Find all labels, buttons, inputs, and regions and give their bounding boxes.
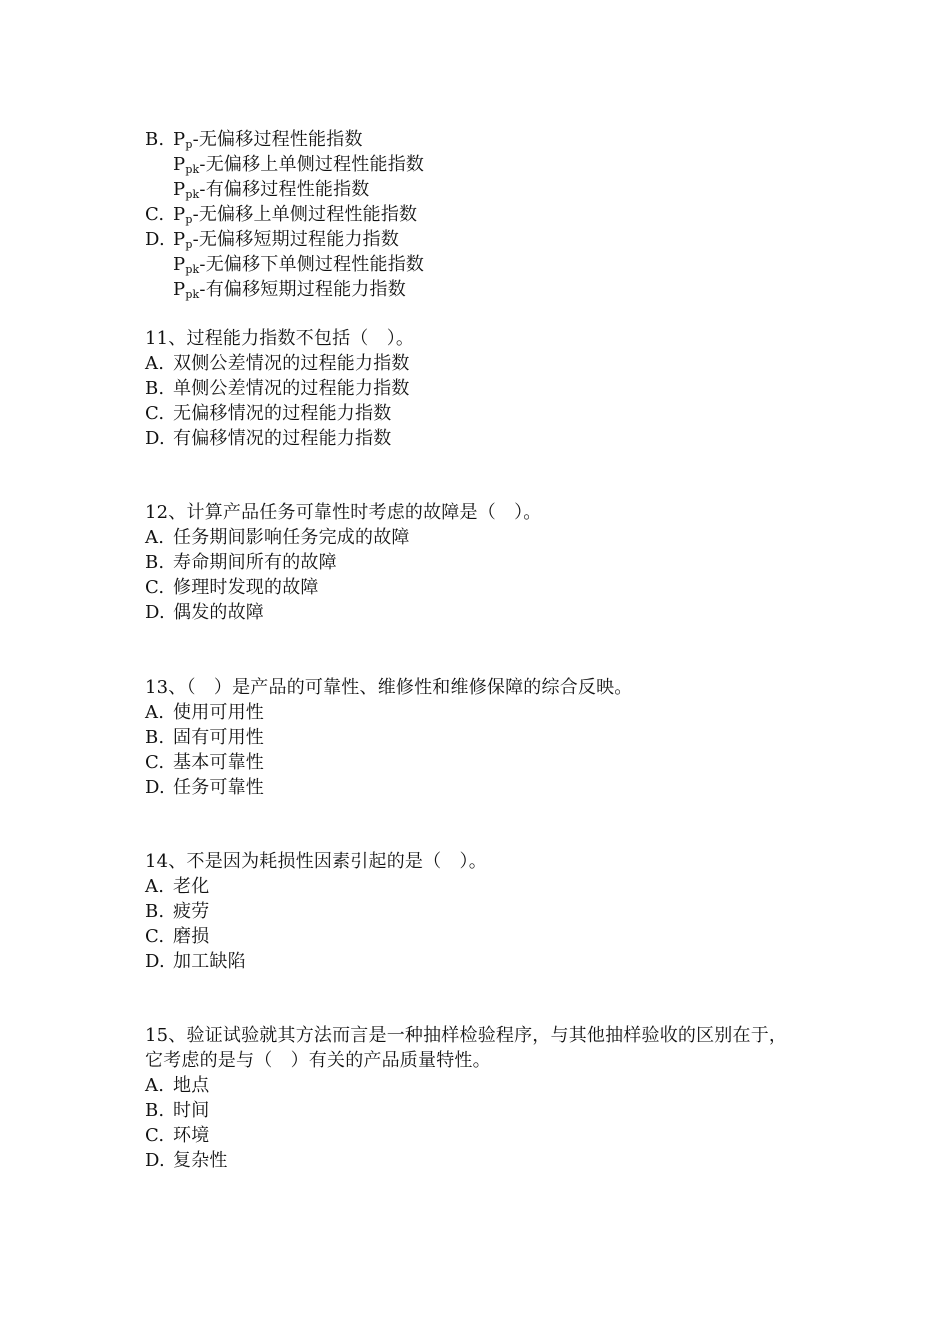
option-letter: C.: [145, 204, 165, 225]
symbol-subscript: pk: [185, 288, 200, 301]
option-a: [145, 351, 410, 376]
option-a: [145, 874, 209, 899]
option-text: -无偏移下单侧过程性能指数: [199, 254, 425, 275]
option-text: 偶发的故障: [173, 602, 264, 623]
option-letter: D.: [145, 229, 165, 250]
option-letter: C.: [145, 403, 165, 424]
option-text: 固有可用性: [173, 727, 264, 748]
option-letter: A.: [145, 1075, 165, 1096]
option-letter: B.: [145, 901, 165, 922]
option-text: 加工缺陷: [173, 951, 246, 972]
option-text: 修理时发现的故障: [173, 577, 319, 598]
option-d: [145, 1148, 228, 1173]
option-b: [145, 127, 363, 152]
option-b: [145, 550, 337, 575]
option-text: 使用可用性: [173, 702, 264, 723]
option-text: 无偏移情况的过程能力指数: [173, 403, 392, 424]
option-letter: C.: [145, 926, 165, 947]
option-d: [145, 949, 246, 974]
option-text: 双侧公差情况的过程能力指数: [173, 353, 410, 374]
option-letter: D.: [145, 951, 165, 972]
option-b: [145, 725, 264, 750]
symbol-base: P: [173, 229, 186, 250]
option-text: 地点: [173, 1075, 210, 1096]
question-stem: 13、（ ）是产品的可靠性、维修性和维修保障的综合反映。: [145, 677, 633, 698]
option-text: 复杂性: [173, 1150, 228, 1171]
symbol-subscript: pk: [185, 163, 200, 176]
symbol-subscript: p: [185, 213, 193, 226]
symbol-subscript: pk: [185, 263, 200, 276]
option-b-line-2: [173, 152, 424, 177]
option-letter: B.: [145, 129, 165, 150]
question-stem: 14、不是因为耗损性因素引起的是（ ）。: [145, 851, 487, 872]
option-c: [145, 750, 264, 775]
symbol-base: P: [173, 254, 186, 275]
option-text: 任务可靠性: [173, 777, 264, 798]
option-d-line-2: [173, 252, 424, 277]
symbol-base: P: [173, 129, 186, 150]
option-c: [145, 202, 417, 227]
option-b-line-3: [173, 177, 370, 202]
option-letter: D.: [145, 602, 165, 623]
question-stem: 12、计算产品任务可靠性时考虑的故障是（ ）。: [145, 502, 542, 523]
symbol-base: P: [173, 154, 186, 175]
option-d: [145, 600, 264, 625]
question-stem: 15、验证试验就其方法而言是一种抽样检验程序，与其他抽样验收的区别在于，: [145, 1025, 788, 1046]
option-c: [145, 575, 319, 600]
option-d-line-3: [173, 277, 406, 302]
option-text: 时间: [173, 1100, 210, 1121]
option-c: [145, 1123, 209, 1148]
option-a: [145, 525, 410, 550]
option-d: [145, 426, 391, 451]
option-letter: B.: [145, 727, 165, 748]
option-letter: B.: [145, 552, 165, 573]
option-text: 寿命期间所有的故障: [173, 552, 337, 573]
option-b: [145, 376, 410, 401]
symbol-subscript: pk: [185, 188, 200, 201]
option-text: 老化: [173, 876, 210, 897]
option-text: -无偏移上单侧过程性能指数: [199, 154, 425, 175]
option-c: [145, 924, 209, 949]
option-c: [145, 401, 391, 426]
option-text: 疲劳: [173, 901, 210, 922]
option-text: -无偏移过程性能指数: [192, 129, 363, 150]
option-text: -无偏移短期过程能力指数: [192, 229, 400, 250]
option-d: [145, 227, 399, 252]
option-text: 任务期间影响任务完成的故障: [173, 527, 410, 548]
option-text: 环境: [173, 1125, 210, 1146]
question-stem: 11、过程能力指数不包括（ ）。: [145, 328, 415, 349]
option-text: 磨损: [173, 926, 210, 947]
option-letter: D.: [145, 1150, 165, 1171]
option-letter: A.: [145, 876, 165, 897]
option-letter: A.: [145, 527, 165, 548]
symbol-base: P: [173, 204, 186, 225]
option-text: 基本可靠性: [173, 752, 264, 773]
option-b: [145, 899, 209, 924]
option-letter: C.: [145, 1125, 165, 1146]
option-letter: D.: [145, 428, 165, 449]
option-text: -有偏移短期过程能力指数: [199, 279, 406, 300]
option-letter: A.: [145, 702, 165, 723]
symbol-base: P: [173, 179, 186, 200]
option-letter: C.: [145, 752, 165, 773]
option-letter: B.: [145, 378, 165, 399]
option-a: [145, 1073, 209, 1098]
symbol-subscript: p: [185, 138, 193, 151]
option-text: -无偏移上单侧过程性能指数: [192, 204, 418, 225]
option-text: 单侧公差情况的过程能力指数: [173, 378, 410, 399]
option-a: [145, 700, 264, 725]
option-letter: C.: [145, 577, 165, 598]
option-letter: D.: [145, 777, 165, 798]
option-b: [145, 1098, 209, 1123]
symbol-subscript: p: [185, 238, 193, 251]
option-letter: B.: [145, 1100, 165, 1121]
option-text: -有偏移过程性能指数: [199, 179, 370, 200]
option-letter: A.: [145, 353, 165, 374]
symbol-base: P: [173, 279, 186, 300]
option-d: [145, 775, 264, 800]
option-text: 有偏移情况的过程能力指数: [173, 428, 392, 449]
question-stem-line-2: 它考虑的是与（ ）有关的产品质量特性。: [145, 1050, 491, 1071]
